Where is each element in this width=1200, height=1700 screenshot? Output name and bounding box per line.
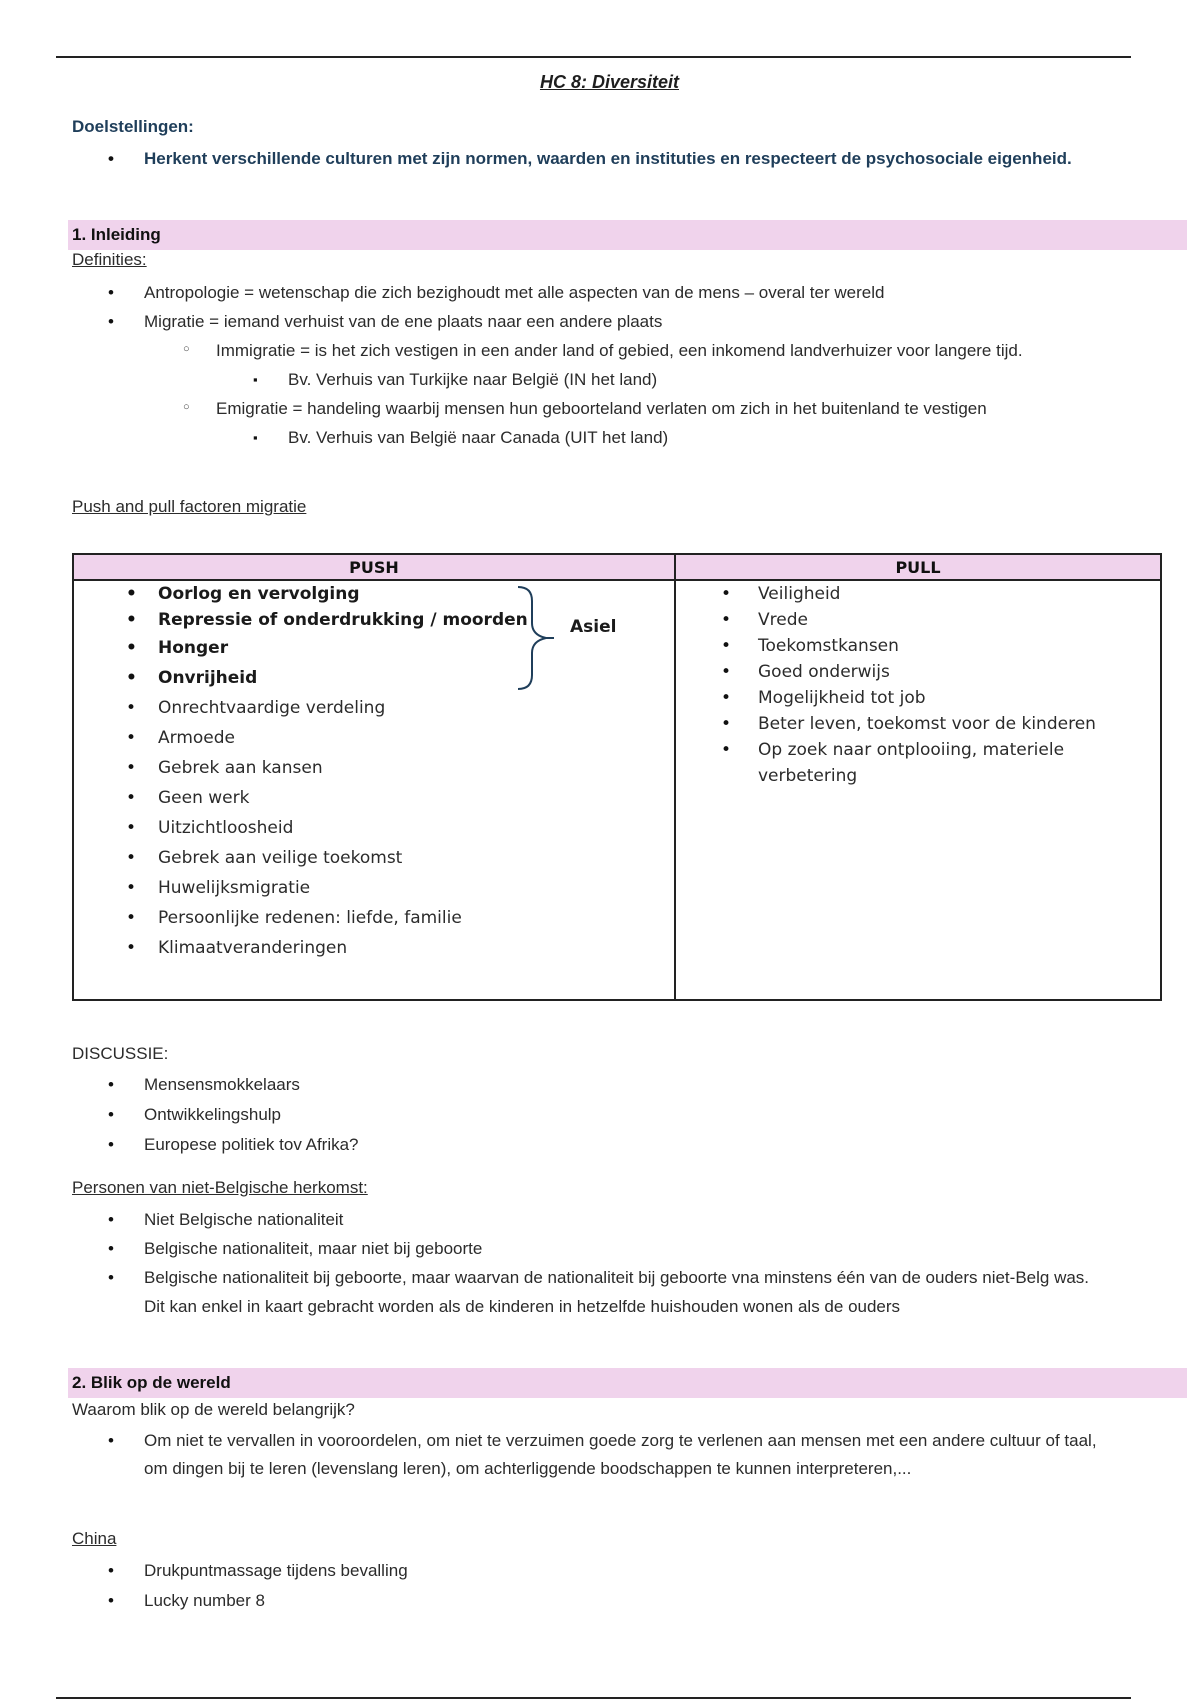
push-item-bold: • Oorlog en vervolging [74,581,674,607]
china-item: • Drukpuntmassage tijdens bevalling [144,1556,408,1586]
push-item: • Huwelijksmigratie [74,873,674,903]
example-immigration: ▪ Bv. Verhuis van Turkijke naar België (IN het land) [288,365,1144,394]
goals-list [144,145,1174,173]
goals-heading: Doelstellingen: [72,117,194,136]
pull-item: • Vrede [676,607,1160,633]
def-emigration: ○ Emigratie = handeling waarbij mensen hun geboorteland verlaten om zich in het buitenland te vestigen [216,394,1144,423]
world-answer: • Om niet te vervallen in vooroordelen, om niet te verzuimen goede zorg te verlenen aan mensen met een andere cultuur of taal, om dingen bij te leren (levenslang leren), om achterliggende boodschappen te kunnen interpreteren,... [144,1427,1104,1483]
pull-item: • Toekomstkansen [676,633,1160,659]
bottom-rule [56,1697,1131,1699]
push-item: • Uitzichtloosheid [74,813,674,843]
china-list [144,1556,408,1616]
push-item: • Klimaatveranderingen [74,933,674,963]
push-pull-heading: Push and pull factoren migratie [72,497,307,516]
push-item: • Geen werk [74,783,674,813]
pull-item: • Goed onderwijs [676,659,1160,685]
pull-item: • Beter leven, toekomst voor de kinderen [676,711,1160,737]
def-immigration: ○ Immigratie = is het zich vestigen in een ander land of gebied, een inkomend landverhuizer voor langere tijd. [216,336,1096,365]
origin-heading: Personen van niet-Belgische herkomst: [72,1178,368,1197]
push-item: • Onrechtvaardige verdeling [74,693,674,723]
section-heading-world: 2. Blik op de wereld [68,1368,1187,1398]
discussion-heading: DISCUSSIE: [72,1044,169,1063]
pull-item: • Mogelijkheid tot job [676,685,1160,711]
pull-item: • Op zoek naar ontplooiing, materiele verbetering [676,737,1078,789]
pull-cell [675,580,1161,1000]
origin-item: • Belgische nationaliteit bij geboorte, maar waarvan de nationaliteit bij geboorte vna minstens één van de ouders niet-Belg was. Dit kan enkel in kaart gebracht worden als de kinderen in hetzelfde huishouden wonen als de ouders [144,1263,1104,1321]
push-item-bold: • Onvrijheid [74,663,674,693]
push-item-bold: • Honger [74,633,674,663]
push-item: • Gebrek aan kansen [74,753,674,783]
push-item: • Persoonlijke redenen: liefde, familie [74,903,674,933]
pull-header: PULL [675,554,1161,580]
push-list [74,581,674,963]
discussion-item: • Mensensmokkelaars [144,1070,359,1100]
push-item: • Gebrek aan veilige toekomst [74,843,674,873]
pull-list [676,581,1160,789]
world-answers [144,1427,1144,1483]
discussion-list [144,1070,359,1160]
push-pull-table [72,553,1162,1001]
origin-item: • Niet Belgische nationaliteit [144,1205,1144,1234]
discussion-item: • Europese politiek tov Afrika? [144,1130,359,1160]
curly-brace-icon [514,585,554,691]
push-cell [73,580,675,1000]
origin-item: • Belgische nationaliteit, maar niet bij geboorte [144,1234,1144,1263]
top-rule [56,56,1131,58]
goal-item: • Herkent verschillende culturen met zijn normen, waarden en instituties en respecteert de psychosociale eigenheid. [144,145,1174,173]
origin-list [144,1205,1144,1321]
china-heading: China [72,1529,117,1548]
section-heading-intro: 1. Inleiding [68,220,1187,250]
example-emigration: ▪ Bv. Verhuis van België naar Canada (UIT het land) [288,423,1144,452]
discussion-item: • Ontwikkelingshulp [144,1100,359,1130]
china-item: • Lucky number 8 [144,1586,408,1616]
world-question: Waarom blik op de wereld belangrijk? [72,1400,355,1419]
definitions-list [144,278,1144,452]
push-item: • Armoede [74,723,674,753]
def-migration: • Migratie = iemand verhuist van de ene plaats naar een andere plaats [144,307,1144,336]
push-item-bold: • Repressie of onderdrukking / moorden [74,607,674,633]
definitions-heading: Definities: [72,250,147,269]
page-title: HC 8: Diversiteit [539,72,680,92]
pull-item: • Veiligheid [676,581,1160,607]
asylum-label: Asiel [570,617,617,637]
push-header: PUSH [73,554,675,580]
def-anthropology: • Antropologie = wetenschap die zich bezighoudt met alle aspecten van de mens – overal ter wereld [144,278,1144,307]
